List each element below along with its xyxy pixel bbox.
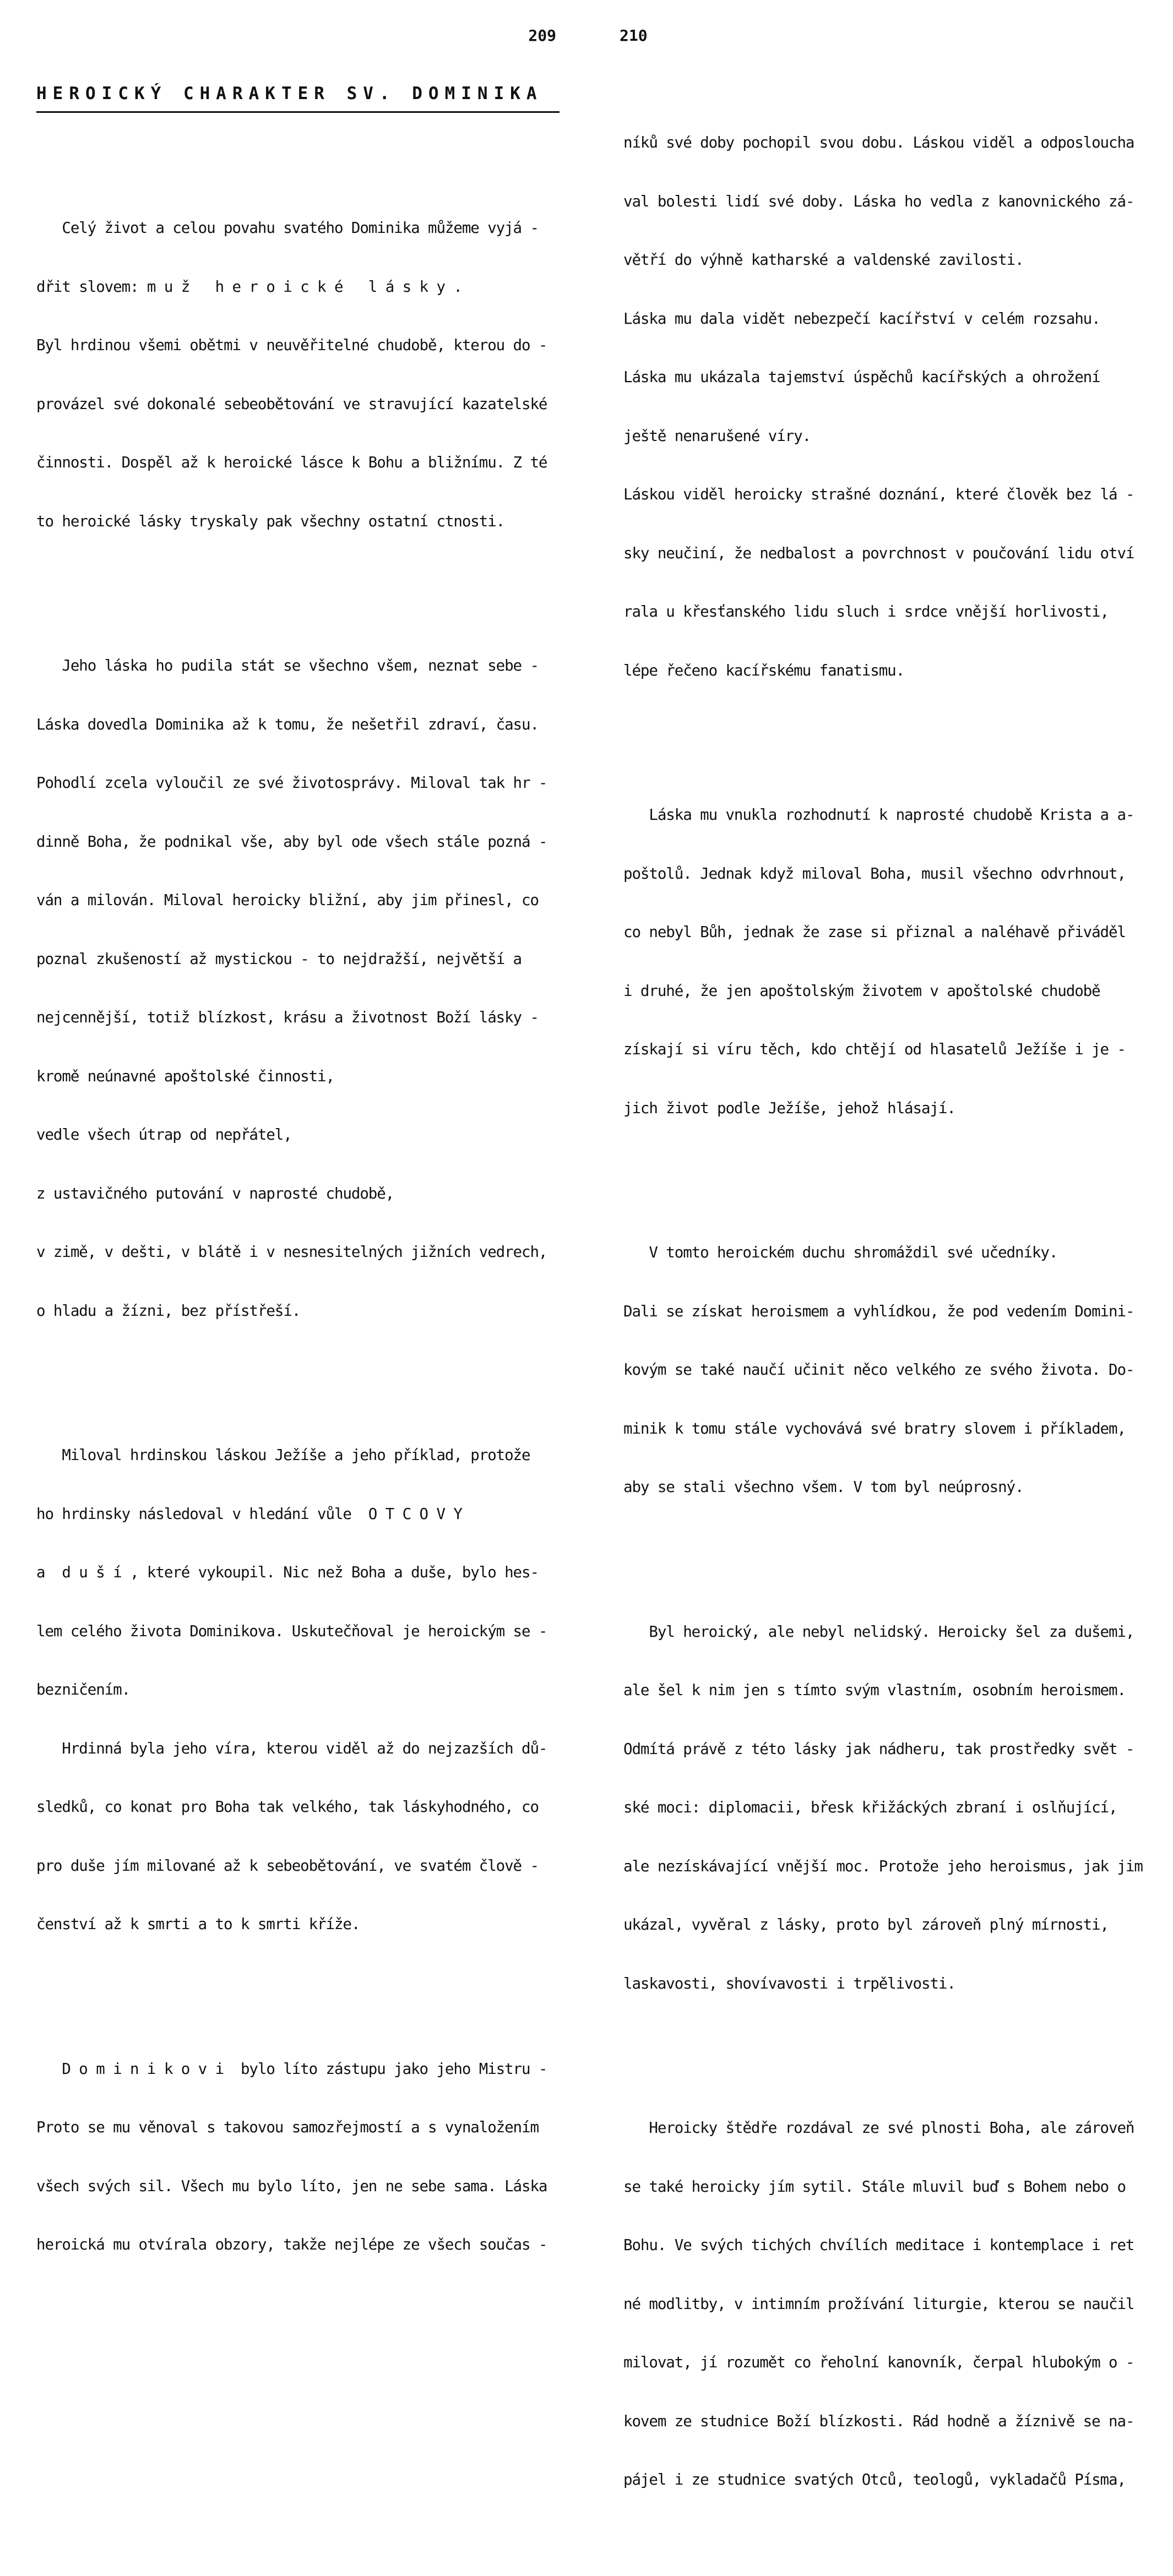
paragraph: [36, 617, 565, 1360]
text-line: Láska mu vnukla rozhodnutí k naprosté chudobě Krista a a-: [623, 806, 1134, 824]
text-line: ale šel k nim jen s tímto svým vlastním, osobním heroismem.: [623, 1681, 1126, 1699]
text-line: ho hrdinsky následoval v hledání vůle O T C O V Y: [36, 1505, 462, 1523]
paragraph: [36, 1407, 565, 1974]
chapter-heading: HEROICKÝ CHARAKTER SV. DOMINIKA: [36, 84, 543, 104]
text-line: lépe řečeno kacířskému fanatismu.: [623, 661, 905, 679]
text-line: dinně Boha, že podnikal vše, aby byl ode všech stále pozná -: [36, 832, 547, 851]
text-line: Byl heroický, ale nebyl nelidský. Heroicky šel za dušemi,: [623, 1622, 1134, 1641]
left-page: [0, 0, 586, 2253]
text-line: ještě nenarušené víry.: [623, 427, 811, 445]
text-line: pájel i ze studnice svatých Otců, teologů, vykladačů Písma,: [623, 2471, 1126, 2488]
text-line: né modlitby, v intimním prožívání liturgie, kterou se naučil: [623, 2295, 1134, 2313]
text-line: z ustavičného putování v naprosté chudobě,: [36, 1184, 394, 1202]
text-line: to heroické lásky tryskaly pak všechny ostatní ctnosti.: [36, 512, 505, 530]
text-line: provázel své dokonalé sebeobětování ve stravující kazatelské: [36, 395, 547, 413]
right-page-body: [623, 55, 1152, 2576]
text-line: Byl hrdinou všemi obětmi v neuvěřitelné chudobě, kterou do -: [36, 336, 547, 354]
text-line: Dali se získat heroismem a vyhlídkou, že pod vedením Domini-: [623, 1302, 1134, 1320]
text-line: V tomto heroickém duchu shromáždil své učedníky.: [623, 1244, 1058, 1261]
text-line: pro duše jím milované až k sebeobětování, ve svatém člově -: [36, 1856, 539, 1875]
text-line: rala u křesťanského lidu sluch i srdce vnější horlivosti,: [623, 603, 1109, 620]
text-line: Hrdinná byla jeho víra, kterou viděl až do nejzazších dů-: [36, 1739, 547, 1757]
text-line: Jeho láska ho pudila stát se všechno všem, neznat sebe -: [36, 657, 539, 674]
text-line: se také heroicky jím sytil. Stále mluvil buď s Bohem nebo o: [623, 2177, 1126, 2196]
left-page-body: [36, 140, 565, 2341]
text-line: dřit slovem: m u ž h e r o i c k é l á s k y .: [36, 277, 462, 296]
text-line: ván a milován. Miloval heroicky bližní, aby jim přinesl, co: [36, 891, 539, 909]
text-line: Láska mu dala vidět nebezpečí kacířství v celém rozsahu.: [623, 309, 1100, 328]
text-line: ukázal, vyvěral z lásky, proto byl zároveň plný mírnosti,: [623, 1916, 1109, 1934]
text-line: všech svých sil. Všech mu bylo líto, jen ne sebe sama. Láska: [36, 2177, 547, 2195]
text-line: a d u š í , které vykoupil. Nic než Boha a duše, bylo hes-: [36, 1564, 539, 1581]
text-line: nejcennější, totiž blízkost, krásu a životnost Boží lásky -: [36, 1009, 539, 1026]
paragraph: [623, 94, 1152, 720]
heading-divider: [36, 111, 560, 113]
text-line: v zimě, v dešti, v blátě i v nesnesitelných jižních vedrech,: [36, 1243, 547, 1261]
paragraph: [623, 2079, 1152, 2529]
right-page: [586, 0, 1173, 2488]
text-line: sky neučiní, že nedbalost a povrchnost v poučování lidu otví: [623, 544, 1134, 562]
text-line: aby se stali všechno všem. V tom byl neúprosný.: [623, 1478, 1024, 1496]
text-line: lem celého života Dominikova. Uskutečňoval je heroickým se -: [36, 1622, 547, 1640]
text-line: bezničením.: [36, 1681, 131, 1698]
text-line: sledků, co konat pro Boha tak velkého, tak láskyhodného, co: [36, 1798, 539, 1816]
text-line: i druhé, že jen apoštolským životem v apoštolské chudobě: [623, 982, 1100, 1000]
text-line: kovem ze studnice Boží blízkosti. Rád hodně a žíznivě se na-: [623, 2412, 1134, 2430]
text-line: Odmítá právě z této lásky jak nádheru, tak prostředky svět -: [623, 1740, 1134, 1758]
text-line: ale nezískávající vnější moc. Protože jeho heroismus, jak jim: [623, 1857, 1143, 1875]
text-line: Miloval hrdinskou láskou Ježíše a jeho příklad, protože: [36, 1446, 530, 1464]
text-line: níků své doby pochopil svou dobu. Láskou viděl a odposloucha: [623, 134, 1134, 151]
text-line: o hladu a žízni, bez přístřeší.: [36, 1301, 301, 1320]
text-line: větří do výhně katharské a valdenské zavilosti.: [623, 251, 1024, 269]
page-number: 210: [620, 26, 648, 45]
paragraph: [623, 1204, 1152, 1537]
paragraph: [623, 766, 1152, 1157]
text-line: minik k tomu stále vychovává své bratry slovem i příkladem,: [623, 1419, 1126, 1437]
paragraph: [36, 2021, 565, 2294]
paragraph: [623, 1583, 1152, 2033]
text-line: laskavosti, shovívavosti i trpělivosti.: [623, 1974, 955, 1992]
text-line: jich život podle Ježíše, jehož hlásají.: [623, 1099, 955, 1117]
paragraph: [36, 179, 565, 570]
text-line: ské moci: diplomacii, břesk křižáckých zbraní i oslňující,: [623, 1799, 1117, 1816]
text-line: poštolů. Jednak když miloval Boha, musil všechno odvrhnout,: [623, 864, 1126, 883]
text-line: Celý život a celou povahu svatého Dominika můžeme vyjá -: [36, 219, 539, 237]
text-line: Bohu. Ve svých tichých chvílích meditace i kontemplace i ret: [623, 2236, 1134, 2254]
text-line: získají si víru těch, kdo chtějí od hlasatelů Ježíše i je -: [623, 1041, 1126, 1058]
text-line: kromě neúnavné apoštolské činnosti,: [36, 1067, 334, 1085]
text-line: poznal zkušeností až mystickou - to nejdražší, největší a: [36, 950, 522, 968]
text-line: heroická mu otvírala obzory, takže nejlépe ze všech součas -: [36, 2236, 547, 2253]
text-line: kovým se také naučí učinit něco velkého ze svého života. Do-: [623, 1361, 1134, 1379]
text-line: čenství až k smrti a to k smrti kříže.: [36, 1915, 360, 1933]
text-line: D o m i n i k o v i bylo líto zástupu jako jeho Mistru -: [36, 2060, 547, 2078]
text-line: činnosti. Dospěl až k heroické lásce k Bohu a bližnímu. Z té: [36, 454, 547, 471]
text-line: Láska dovedla Dominika až k tomu, že nešetřil zdraví, času.: [36, 715, 539, 733]
text-line: milovat, jí rozumět co řeholní kanovník, čerpal hlubokým o -: [623, 2354, 1134, 2371]
text-line: val bolesti lidí své doby. Láska ho vedla z kanovnického zá-: [623, 192, 1134, 210]
text-line: Heroicky štědře rozdával ze své plnosti Boha, ale zároveň: [623, 2119, 1134, 2137]
text-line: Láskou viděl heroicky strašné doznání, které člověk bez lá -: [623, 486, 1134, 503]
text-line: Pohodlí zcela vyloučil ze své životosprávy. Miloval tak hr -: [36, 774, 547, 792]
text-line: vedle všech útrap od nepřátel,: [36, 1126, 292, 1143]
page-number: 209: [528, 26, 556, 45]
text-line: co nebyl Bůh, jednak že zase si přiznal a naléhavě přiváděl: [623, 923, 1126, 941]
text-line: Láska mu ukázala tajemství úspěchů kacířských a ohrožení: [623, 368, 1100, 386]
text-line: Proto se mu věnoval s takovou samozřejmostí a s vynaložením: [36, 2118, 539, 2136]
